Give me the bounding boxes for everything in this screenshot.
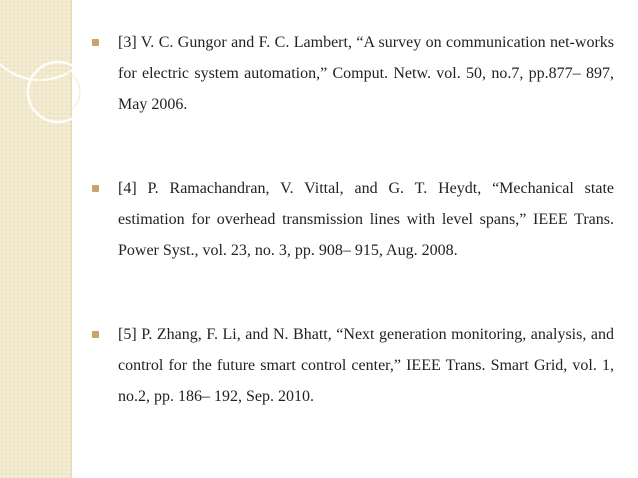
reference-text: [3] V. C. Gungor and F. C. Lambert, “A survey on communication net-works for electric system automation,” Comput. Netw. vol. 50, no.7, pp.877– 897, May 2006. xyxy=(118,34,614,113)
decorative-side-band xyxy=(0,0,71,478)
reference-list xyxy=(92,27,614,465)
bullet-icon xyxy=(92,39,99,46)
bullet-icon xyxy=(92,185,99,192)
band-edge-divider xyxy=(71,0,72,478)
reference-text: [4] P. Ramachandran, V. Vittal, and G. T. Heydt, “Mechanical state estimation for overhead transmission lines with level spans,” IEEE Trans. Power Syst., vol. 23, no. 3, pp. 908– 915, Aug. 2008. xyxy=(118,180,614,259)
list-item xyxy=(92,173,614,266)
bullet-icon xyxy=(92,331,99,338)
list-item xyxy=(92,27,614,120)
list-item xyxy=(92,319,614,412)
reference-text: [5] P. Zhang, F. Li, and N. Bhatt, “Next generation monitoring, analysis, and control for the future smart control center,” IEEE Trans. Smart Grid, vol. 1, no.2, pp. 186– 192, Sep. 2010. xyxy=(118,326,614,405)
